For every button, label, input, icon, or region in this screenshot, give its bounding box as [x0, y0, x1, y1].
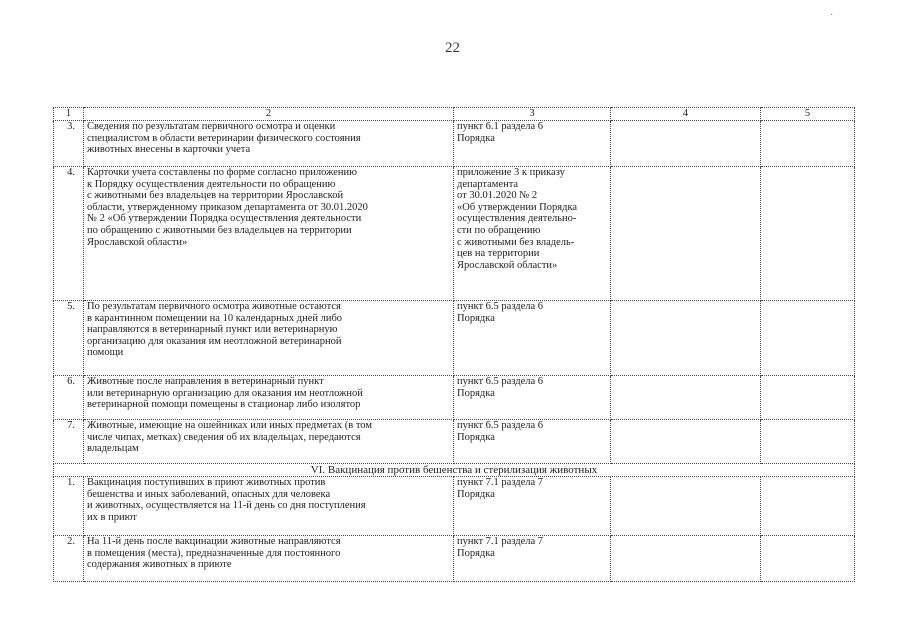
requirement-text: Карточки учета составлены по форме согласно приложению к Порядку осуществления деятельности по обращению с животными без владельцев на территории Ярославской области, утвержденному приказом департамента от 30.01.2020 № 2 «Об утверждении Порядка осуществления деятельности по обращению с животными без владельцев на территории Ярославской области»	[84, 167, 454, 301]
column-4-cell	[611, 121, 761, 167]
section-heading: VI. Вакцинация против бешенства и стерилизация животных	[54, 464, 855, 477]
column-5-cell	[761, 301, 855, 376]
header-col-2: 2	[84, 108, 454, 121]
table-row	[54, 376, 855, 420]
column-5-cell	[761, 167, 855, 301]
column-5-cell	[761, 121, 855, 167]
reference-text: пункт 6.1 раздела 6 Порядка	[454, 121, 611, 167]
column-4-cell	[611, 536, 761, 582]
reference-text: пункт 7.1 раздела 7 Порядка	[454, 536, 611, 582]
column-5-cell	[761, 477, 855, 536]
reference-text: приложение 3 к приказу департамента от 30.01.2020 № 2 «Об утверждении Порядка осуществления деятельно- сти по обращению с животными без владель- цев на территории Ярославской области»	[454, 167, 611, 301]
table-row	[54, 420, 855, 464]
column-5-cell	[761, 536, 855, 582]
table-row	[54, 477, 855, 536]
column-5-cell	[761, 376, 855, 420]
row-number: 2.	[54, 536, 84, 582]
requirement-text: Сведения по результатам первичного осмотра и оценки специалистом в области ветеринарии физического состояния животных внесены в карточки учета	[84, 121, 454, 167]
column-5-cell	[761, 420, 855, 464]
column-4-cell	[611, 477, 761, 536]
header-col-4: 4	[611, 108, 761, 121]
reference-text: пункт 6.5 раздела 6 Порядка	[454, 420, 611, 464]
checklist-table	[53, 107, 855, 582]
column-4-cell	[611, 167, 761, 301]
row-number: 3.	[54, 121, 84, 167]
column-4-cell	[611, 301, 761, 376]
table-row	[54, 121, 855, 167]
requirement-text: По результатам первичного осмотра животные остаются в карантинном помещении на 10 календарных дней либо направляются в ветеринарный пункт или ветеринарную организацию для оказания им неотложной ветеринарной помощи	[84, 301, 454, 376]
table-row	[54, 536, 855, 582]
row-number: 7.	[54, 420, 84, 464]
page-number: 22	[445, 40, 460, 56]
row-number: 4.	[54, 167, 84, 301]
header-col-1: 1	[54, 108, 84, 121]
row-number: 1.	[54, 477, 84, 536]
table-row	[54, 301, 855, 376]
table-row	[54, 167, 855, 301]
requirement-text: Вакцинация поступивших в приют животных против бешенства и иных заболеваний, опасных для человека и животных, осуществляется на 11-й день со дня поступления их в приют	[84, 477, 454, 536]
reference-text: пункт 6.5 раздела 6 Порядка	[454, 301, 611, 376]
scan-mark: ·	[830, 10, 834, 21]
requirement-text: Животные после направления в ветеринарный пункт или ветеринарную организацию для оказания им неотложной ветеринарной помощи помещены в стационар либо изолятор	[84, 376, 454, 420]
column-4-cell	[611, 420, 761, 464]
table-header-row	[54, 108, 855, 121]
requirement-text: Животные, имеющие на ошейниках или иных предметах (в том числе чипах, метках) сведения об их владельцах, передаются владельцам	[84, 420, 454, 464]
section-heading-row	[54, 464, 855, 477]
reference-text: пункт 7.1 раздела 7 Порядка	[454, 477, 611, 536]
row-number: 5.	[54, 301, 84, 376]
row-number: 6.	[54, 376, 84, 420]
header-col-5: 5	[761, 108, 855, 121]
column-4-cell	[611, 376, 761, 420]
reference-text: пункт 6.5 раздела 6 Порядка	[454, 376, 611, 420]
requirement-text: На 11-й день после вакцинации животные направляются в помещения (места), предназначенные для постоянного содержания животных в приюте	[84, 536, 454, 582]
header-col-3: 3	[454, 108, 611, 121]
